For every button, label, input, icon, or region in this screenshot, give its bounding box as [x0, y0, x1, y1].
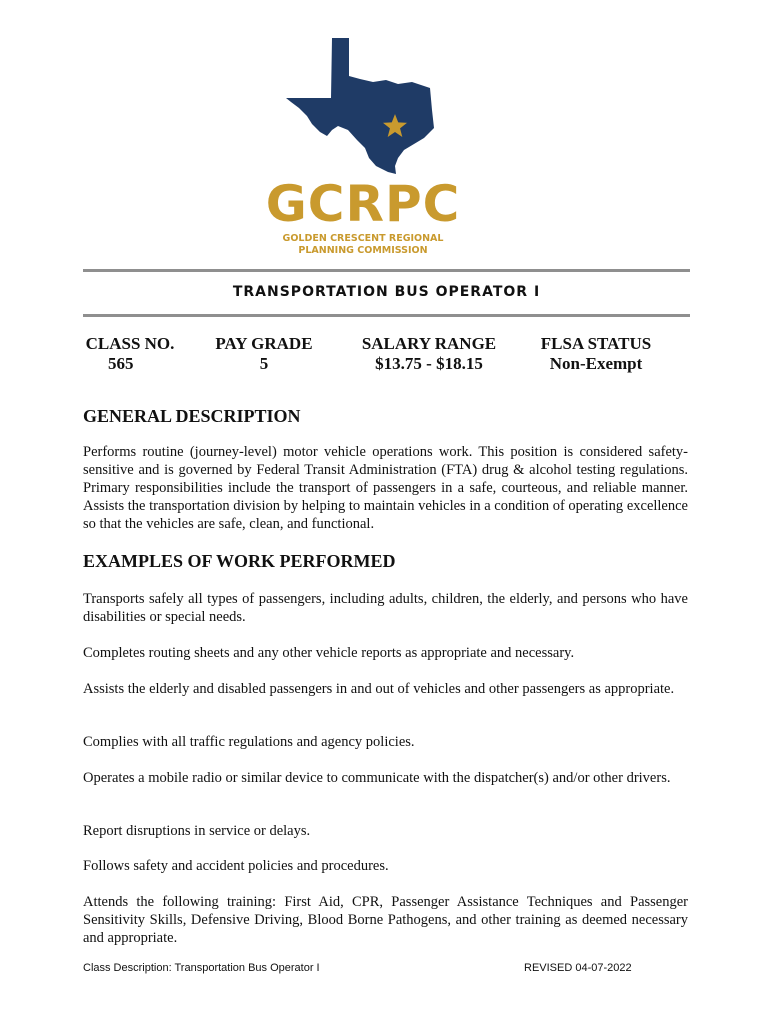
example-item: Assists the elderly and disabled passengers in and out of vehicles and other passengers as appropriate. — [83, 681, 675, 697]
pay-grade-label: PAY GRADE — [215, 334, 313, 353]
texas-map-icon — [248, 36, 478, 176]
salary-range-value: $13.75 - $18.15 — [375, 354, 483, 373]
example-item: Operates a mobile radio or similar device to communicate with the dispatcher(s) and/or other drivers. — [83, 770, 671, 786]
document-title: TRANSPORTATION BUS OPERATOR I — [232, 284, 541, 300]
logo-subtitle-line1: GOLDEN CRESCENT REGIONAL — [282, 233, 444, 244]
salary-range-label: SALARY RANGE — [361, 334, 497, 353]
class-no-value: 565 — [108, 354, 134, 373]
example-item: Complies with all traffic regulations and agency policies. — [83, 734, 415, 750]
logo-subtitle-line2: PLANNING COMMISSION — [298, 245, 428, 256]
footer-revised-date: REVISED 04-07-2022 — [524, 962, 632, 974]
title-bottom-rule — [83, 314, 690, 317]
example-item: Follows safety and accident policies and procedures. — [83, 858, 389, 874]
salary-range-column — [355, 334, 503, 374]
logo-wordmark: GCRPC — [265, 175, 461, 233]
pay-grade-column — [208, 334, 320, 374]
example-item: Report disruptions in service or delays. — [83, 823, 311, 839]
general-description-heading: GENERAL DESCRIPTION — [83, 406, 301, 426]
example-item: Attends the following training: First Aid, CPR, Passenger Assistance Techniques and Passenger Sensitivity Skills, Defensive Driving, Blood Borne Pathogens, and other training as deemed necessary and appropriate. — [83, 894, 688, 946]
class-no-label: CLASS NO. — [85, 334, 175, 353]
footer-class-description: Class Description: Transportation Bus Operator I — [83, 962, 320, 974]
example-item: Completes routing sheets and any other vehicle reports as appropriate and necessary. — [83, 645, 575, 661]
general-description-text: Performs routine (journey-level) motor vehicle operations work. This position is considered safety-sensitive and is governed by Federal Transit Administration (FTA) drug & alcohol testing regulations. Primary responsibilities include the transport of passengers in a safe, courteous, and reliable manner. Assists the transportation division by helping to maintain vehicles in a condition of operating excellence so that the vehicles are safe, clean, and functional. — [83, 444, 688, 532]
flsa-status-value: Non-Exempt — [549, 354, 643, 373]
title-top-rule — [83, 269, 690, 272]
example-item: Transports safely all types of passengers, including adults, children, the elderly, and persons who have disabilities or special needs. — [83, 591, 688, 625]
flsa-status-label: FLSA STATUS — [540, 334, 652, 353]
examples-heading: EXAMPLES OF WORK PERFORMED — [83, 551, 396, 571]
gcrpc-logo — [248, 36, 478, 258]
pay-grade-value: 5 — [259, 354, 269, 373]
flsa-status-column — [533, 334, 659, 374]
class-no-column — [82, 334, 178, 374]
